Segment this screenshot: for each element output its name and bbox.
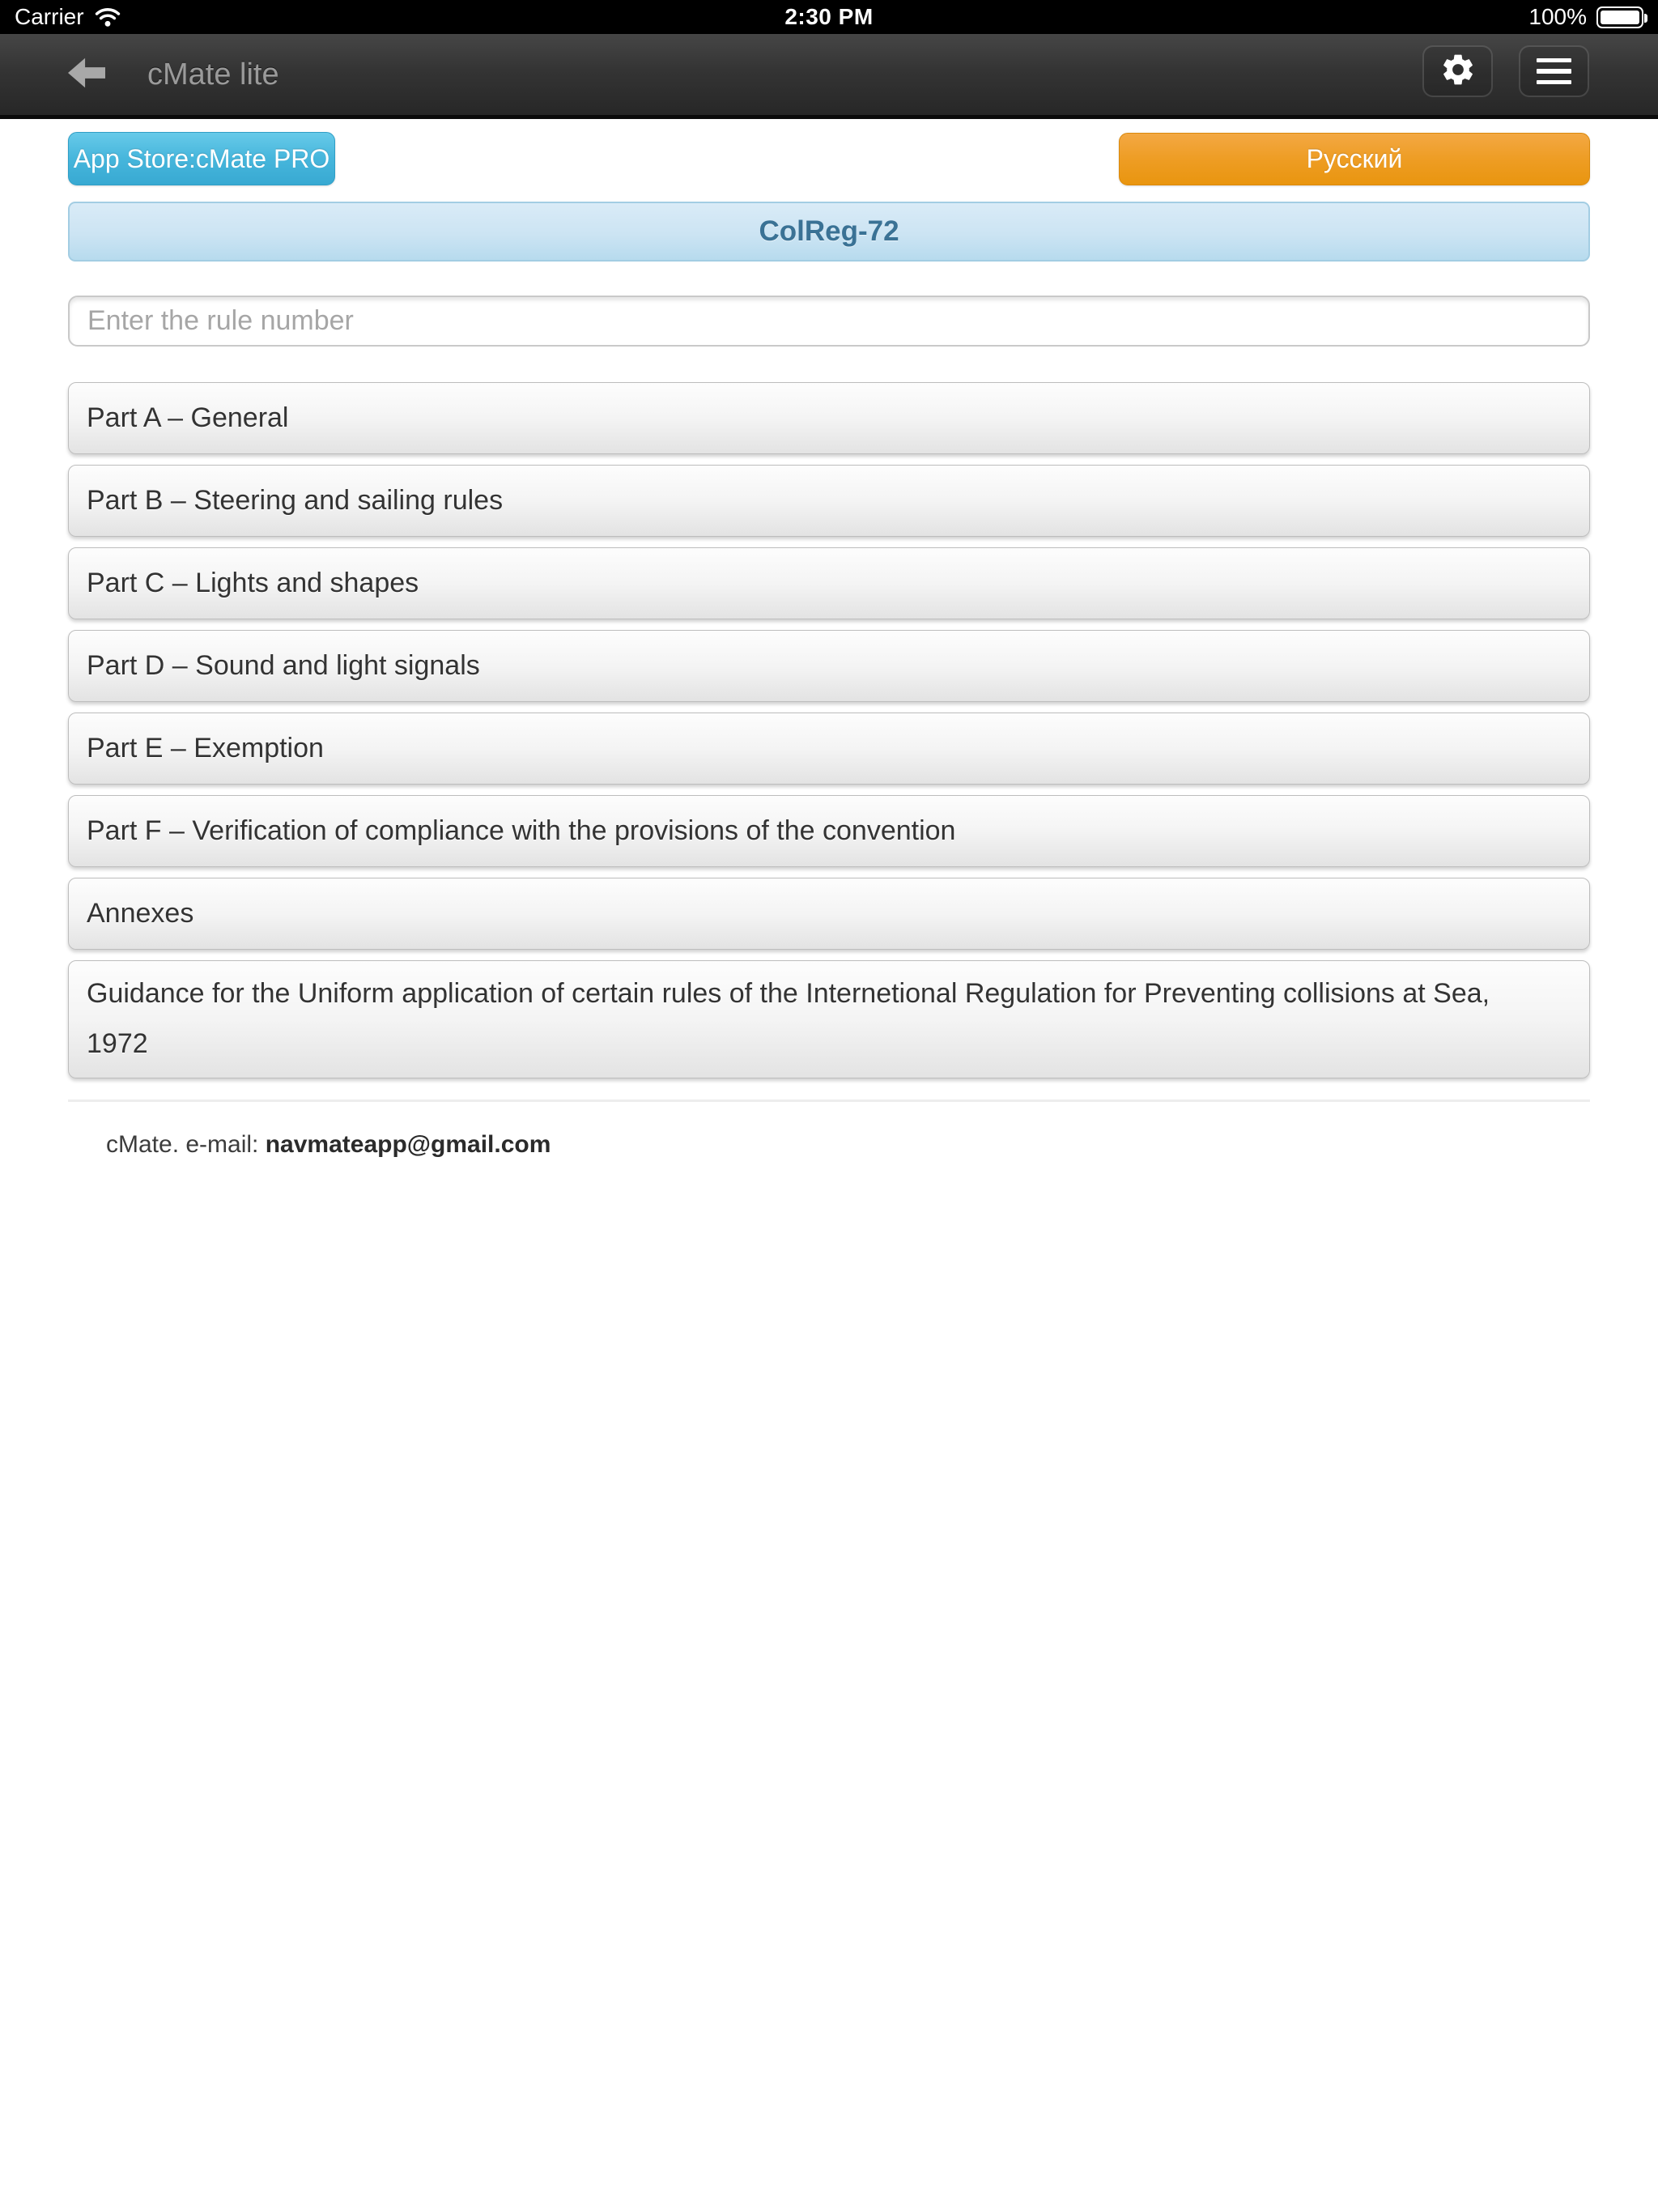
menu-item-label: Part E – Exemption bbox=[87, 732, 324, 764]
menu-button[interactable] bbox=[1519, 45, 1589, 97]
menu-item-part-a[interactable] bbox=[68, 382, 1590, 454]
settings-button[interactable] bbox=[1422, 45, 1493, 97]
menu-item-label: Part B – Steering and sailing rules bbox=[87, 484, 504, 516]
menu-item-label: Annexes bbox=[87, 897, 194, 929]
menu-item-label: Part A – General bbox=[87, 402, 289, 433]
menu-item-label: Guidance for the Uniform application of certain rules of the Internetional Regulation for Preventing collisions at Sea, 1972 bbox=[87, 978, 1490, 1059]
app-store-pro-button[interactable] bbox=[68, 132, 335, 185]
carrier-label: Carrier bbox=[15, 4, 84, 29]
menu-item-part-b[interactable] bbox=[68, 465, 1590, 537]
battery-icon bbox=[1596, 6, 1643, 28]
menu-item-guidance[interactable] bbox=[68, 960, 1590, 1078]
navbar bbox=[0, 34, 1658, 119]
rule-number-input[interactable] bbox=[68, 296, 1590, 347]
language-button[interactable] bbox=[1119, 133, 1590, 185]
language-label: Русский bbox=[1306, 144, 1403, 173]
footer-prefix: cMate. e-mail: bbox=[106, 1130, 266, 1158]
back-arrow-icon bbox=[68, 57, 105, 93]
battery-percent-label: 100% bbox=[1528, 4, 1587, 29]
status-bar bbox=[0, 0, 1658, 34]
footer-email: navmateapp@gmail.com bbox=[265, 1130, 551, 1158]
menu-item-annexes[interactable] bbox=[68, 878, 1590, 950]
app-store-pro-label: App Store:cMate PRO bbox=[73, 143, 330, 173]
menu-item-label: Part D – Sound and light signals bbox=[87, 649, 480, 681]
menu-item-part-e[interactable] bbox=[68, 713, 1590, 785]
colreg-banner bbox=[68, 202, 1590, 262]
clock: 2:30 PM bbox=[784, 4, 874, 29]
back-button[interactable] bbox=[68, 56, 108, 93]
main-content bbox=[0, 132, 1658, 1159]
menu-item-part-d[interactable] bbox=[68, 630, 1590, 702]
colreg-banner-title: ColReg-72 bbox=[759, 215, 899, 247]
hamburger-icon bbox=[1537, 58, 1571, 85]
footer-divider bbox=[68, 1100, 1590, 1102]
menu-item-part-f[interactable] bbox=[68, 795, 1590, 867]
menu-item-label: Part F – Verification of compliance with the provisions of the convention bbox=[87, 815, 956, 846]
page-title: cMate lite bbox=[147, 57, 279, 91]
menu-list bbox=[68, 382, 1590, 1078]
menu-item-label: Part C – Lights and shapes bbox=[87, 567, 419, 598]
gear-icon bbox=[1439, 51, 1477, 92]
menu-item-part-c[interactable] bbox=[68, 547, 1590, 619]
wifi-icon bbox=[94, 6, 121, 28]
footer bbox=[68, 1131, 1590, 1159]
